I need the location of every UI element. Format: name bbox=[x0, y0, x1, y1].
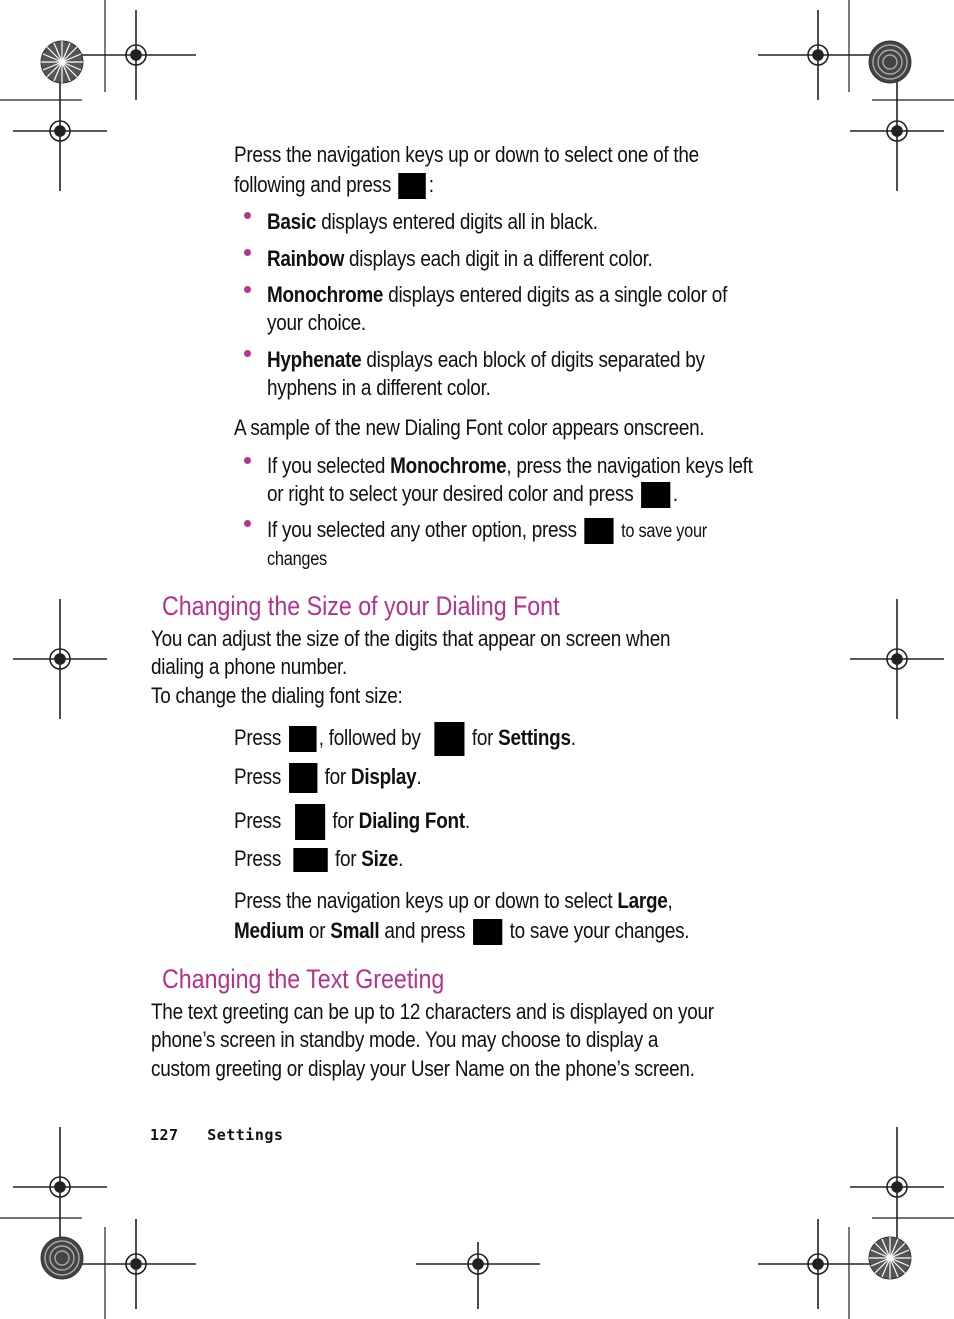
option-desc: displays entered digits all in black. bbox=[316, 209, 598, 234]
note-bold: Monochrome bbox=[390, 453, 507, 478]
note-text-small: to save your bbox=[621, 521, 707, 542]
other-note-line-1 bbox=[267, 516, 707, 546]
number-key-icon bbox=[295, 804, 325, 840]
note-text: or right to select your desired color and press bbox=[267, 481, 634, 506]
step-text: Press bbox=[234, 764, 282, 789]
option-desc: displays each block of digits separated by bbox=[361, 347, 705, 372]
option-name: Monochrome bbox=[267, 282, 384, 307]
sample-line: A sample of the new Dialing Font color appears onscreen. bbox=[234, 415, 705, 440]
step-text: for bbox=[471, 724, 494, 750]
step-bold: Size bbox=[361, 846, 399, 871]
comma: , bbox=[667, 888, 673, 913]
instruction-text: following and press bbox=[234, 172, 392, 197]
colon: : bbox=[428, 172, 434, 197]
other-note-line-2: changes bbox=[267, 549, 327, 570]
section-heading-size: Changing the Size of your Dialing Font bbox=[162, 591, 560, 621]
greeting-line-2: phone’s screen in standby mode. You may choose to display a bbox=[151, 1027, 659, 1052]
option-monochrome bbox=[267, 281, 727, 309]
step-text: Press bbox=[234, 846, 282, 871]
menu-key-icon bbox=[289, 726, 317, 752]
period: . bbox=[464, 807, 470, 833]
size-intro-line-3: To change the dialing font size: bbox=[151, 683, 403, 708]
page-number: 127 bbox=[150, 1126, 179, 1144]
step-bold: Display bbox=[350, 764, 417, 789]
option-large: Large bbox=[617, 888, 668, 913]
option-small: Small bbox=[330, 918, 380, 943]
option-name: Hyphenate bbox=[267, 347, 362, 372]
option-rainbow bbox=[267, 245, 653, 273]
step-text: for bbox=[324, 764, 346, 789]
bullet-icon bbox=[244, 457, 251, 464]
note-text: , press the navigation keys left bbox=[506, 453, 753, 478]
ok-key-icon bbox=[399, 173, 427, 199]
step-text: for bbox=[334, 846, 357, 871]
option-monochrome-cont: your choice. bbox=[267, 310, 366, 335]
step-press-dialing-font bbox=[234, 804, 470, 840]
option-hyphenate-cont: hyphens in a different color. bbox=[267, 375, 491, 400]
ok-key-icon bbox=[584, 518, 613, 544]
size-select-line-2 bbox=[234, 917, 689, 945]
footer-section: Settings bbox=[207, 1126, 284, 1144]
step-press-display bbox=[234, 763, 421, 793]
greeting-line-3: custom greeting or display your User Name on the phone’s screen. bbox=[151, 1056, 695, 1081]
bullet-icon bbox=[244, 520, 251, 527]
option-desc: displays entered digits as a single color of bbox=[383, 282, 728, 307]
option-medium: Medium bbox=[234, 918, 304, 943]
page-footer bbox=[150, 1126, 283, 1144]
bullet-icon bbox=[244, 286, 251, 293]
size-select-line-1 bbox=[234, 887, 673, 915]
step-bold: Dialing Font bbox=[358, 807, 465, 833]
bullet-icon bbox=[244, 249, 251, 256]
step-text: or bbox=[303, 918, 331, 943]
step-press-size bbox=[234, 845, 403, 873]
size-intro-line-1: You can adjust the size of the digits that appear on screen when bbox=[151, 626, 671, 651]
period: . bbox=[672, 481, 678, 506]
monochrome-note-line-2 bbox=[267, 480, 678, 508]
note-text: If you selected any other option, press bbox=[267, 517, 577, 542]
note-text: If you selected bbox=[267, 453, 391, 478]
greeting-line-1: The text greeting can be up to 12 characters and is displayed on your bbox=[151, 999, 714, 1024]
step-text: to save your changes. bbox=[509, 918, 690, 943]
period: . bbox=[398, 846, 404, 871]
section-heading-greeting: Changing the Text Greeting bbox=[162, 964, 445, 994]
step-text: and press bbox=[379, 918, 466, 943]
period: . bbox=[416, 764, 422, 789]
step-text: Press bbox=[234, 807, 282, 833]
step-bold: Settings bbox=[498, 724, 571, 750]
option-name: Rainbow bbox=[267, 246, 345, 271]
number-key-icon bbox=[293, 848, 327, 872]
ok-key-icon bbox=[473, 919, 502, 945]
option-hyphenate bbox=[267, 346, 705, 374]
bullet-icon bbox=[244, 350, 251, 357]
size-intro-line-2: dialing a phone number. bbox=[151, 654, 348, 679]
monochrome-note-line-1 bbox=[267, 452, 753, 480]
step-text: , followed by bbox=[318, 724, 421, 750]
step-text: Press the navigation keys up or down to select bbox=[234, 888, 618, 913]
step-press-menu bbox=[234, 722, 576, 756]
ok-key-icon bbox=[641, 482, 670, 508]
option-basic bbox=[267, 208, 598, 236]
option-name: Basic bbox=[267, 209, 317, 234]
number-key-icon bbox=[289, 763, 317, 793]
option-desc: displays each digit in a different color. bbox=[344, 246, 653, 271]
step-text: for bbox=[332, 807, 354, 833]
period: . bbox=[570, 724, 576, 750]
bullet-icon bbox=[244, 212, 251, 219]
step-text: Press bbox=[234, 724, 282, 750]
instruction-select-line-2 bbox=[234, 171, 434, 199]
number-key-icon bbox=[434, 722, 464, 756]
instruction-select-line-1: Press the navigation keys up or down to select one of the bbox=[234, 142, 699, 167]
